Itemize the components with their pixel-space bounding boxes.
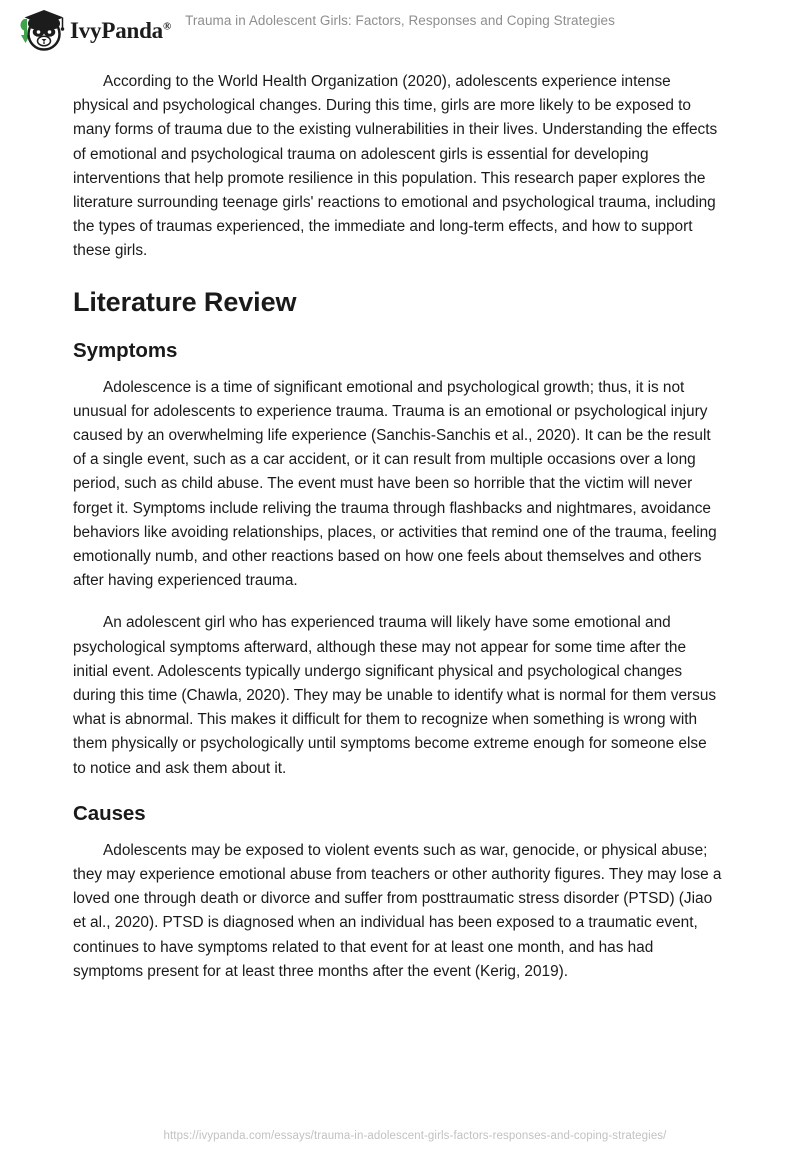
document-body — [73, 70, 723, 1002]
symptoms-paragraph-1: Adolescence is a time of significant emotional and psychological growth; thus, it is not unusual for adolescents to experience trauma. Trauma is an emotional or psychological injury caused by an overwhelming life experience (Sanchis-Sanchis et al., 2020). It can be the result of a single event, such as a car accident, or it can result from multiple occasions over a long period, such as child abuse. The event must have been so horrible that the victim will never forget it. Symptoms include reliving the trauma through flashbacks and nightmares, avoidance behaviors like avoiding relationships, places, or activities that remind one of the trauma, feeling emotionally numb, and other reactions based on how one feels about themselves and others after having experienced trauma. — [73, 378, 717, 590]
document-header-title: Trauma in Adolescent Girls: Factors, Responses and Coping Strategies — [185, 13, 615, 28]
registered-trademark-icon: ® — [162, 19, 172, 32]
heading-literature-review: Literature Review — [73, 286, 297, 317]
symptoms-paragraph-2: An adolescent girl who has experienced trauma will likely have some emotional and psychological symptoms afterward, although these may not appear for some time after the initial event. Adolescents typically undergo significant physical and psychological changes during this time (Chawla, 2020). They may be unable to identify what is normal for them versus what is abnormal. This makes it difficult for them to recognize when something is wrong with them physically or psychologically until symptoms become extreme enough for someone else to notice and ask them about it. — [73, 614, 717, 777]
page-header — [0, 0, 800, 58]
heading-symptoms: Symptoms — [73, 338, 178, 362]
page-footer — [0, 1126, 800, 1144]
footer-source-url[interactable]: https://ivypanda.com/essays/trauma-in-adolescent-girls-factors-responses-and-coping-strategies/ — [163, 1130, 667, 1142]
causes-paragraph-1: Adolescents may be exposed to violent events such as war, genocide, or physical abuse; they may experience emotional abuse from teachers or other authority figures. They may lose a loved one through death or divorce and suffer from posttraumatic stress disorder (PTSD) (Jiao et al., 2020). PTSD is diagnosed when an individual has been exposed to a traumatic event, continues to have symptoms related to that event for at least one month, and has had symptoms present for at least three months after the event (Kerig, 2019). — [73, 841, 722, 980]
brand-name-text: IvyPanda — [70, 17, 163, 43]
heading-causes: Causes — [73, 801, 146, 825]
intro-paragraph: According to the World Health Organization (2020), adolescents experience intense physical and psychological changes. During this time, girls are more likely to be exposed to many forms of trauma due to the existing vulnerabilities in their lives. Understanding the effects of emotional and psychological trauma on adolescent girls is essential for developing interventions that help promote resilience in this population. This research paper explores the literature surrounding teenage girls' reactions to emotional and psychological trauma, including the types of traumas experienced, the immediate and long-term effects, and how to support these girls. — [73, 73, 718, 260]
